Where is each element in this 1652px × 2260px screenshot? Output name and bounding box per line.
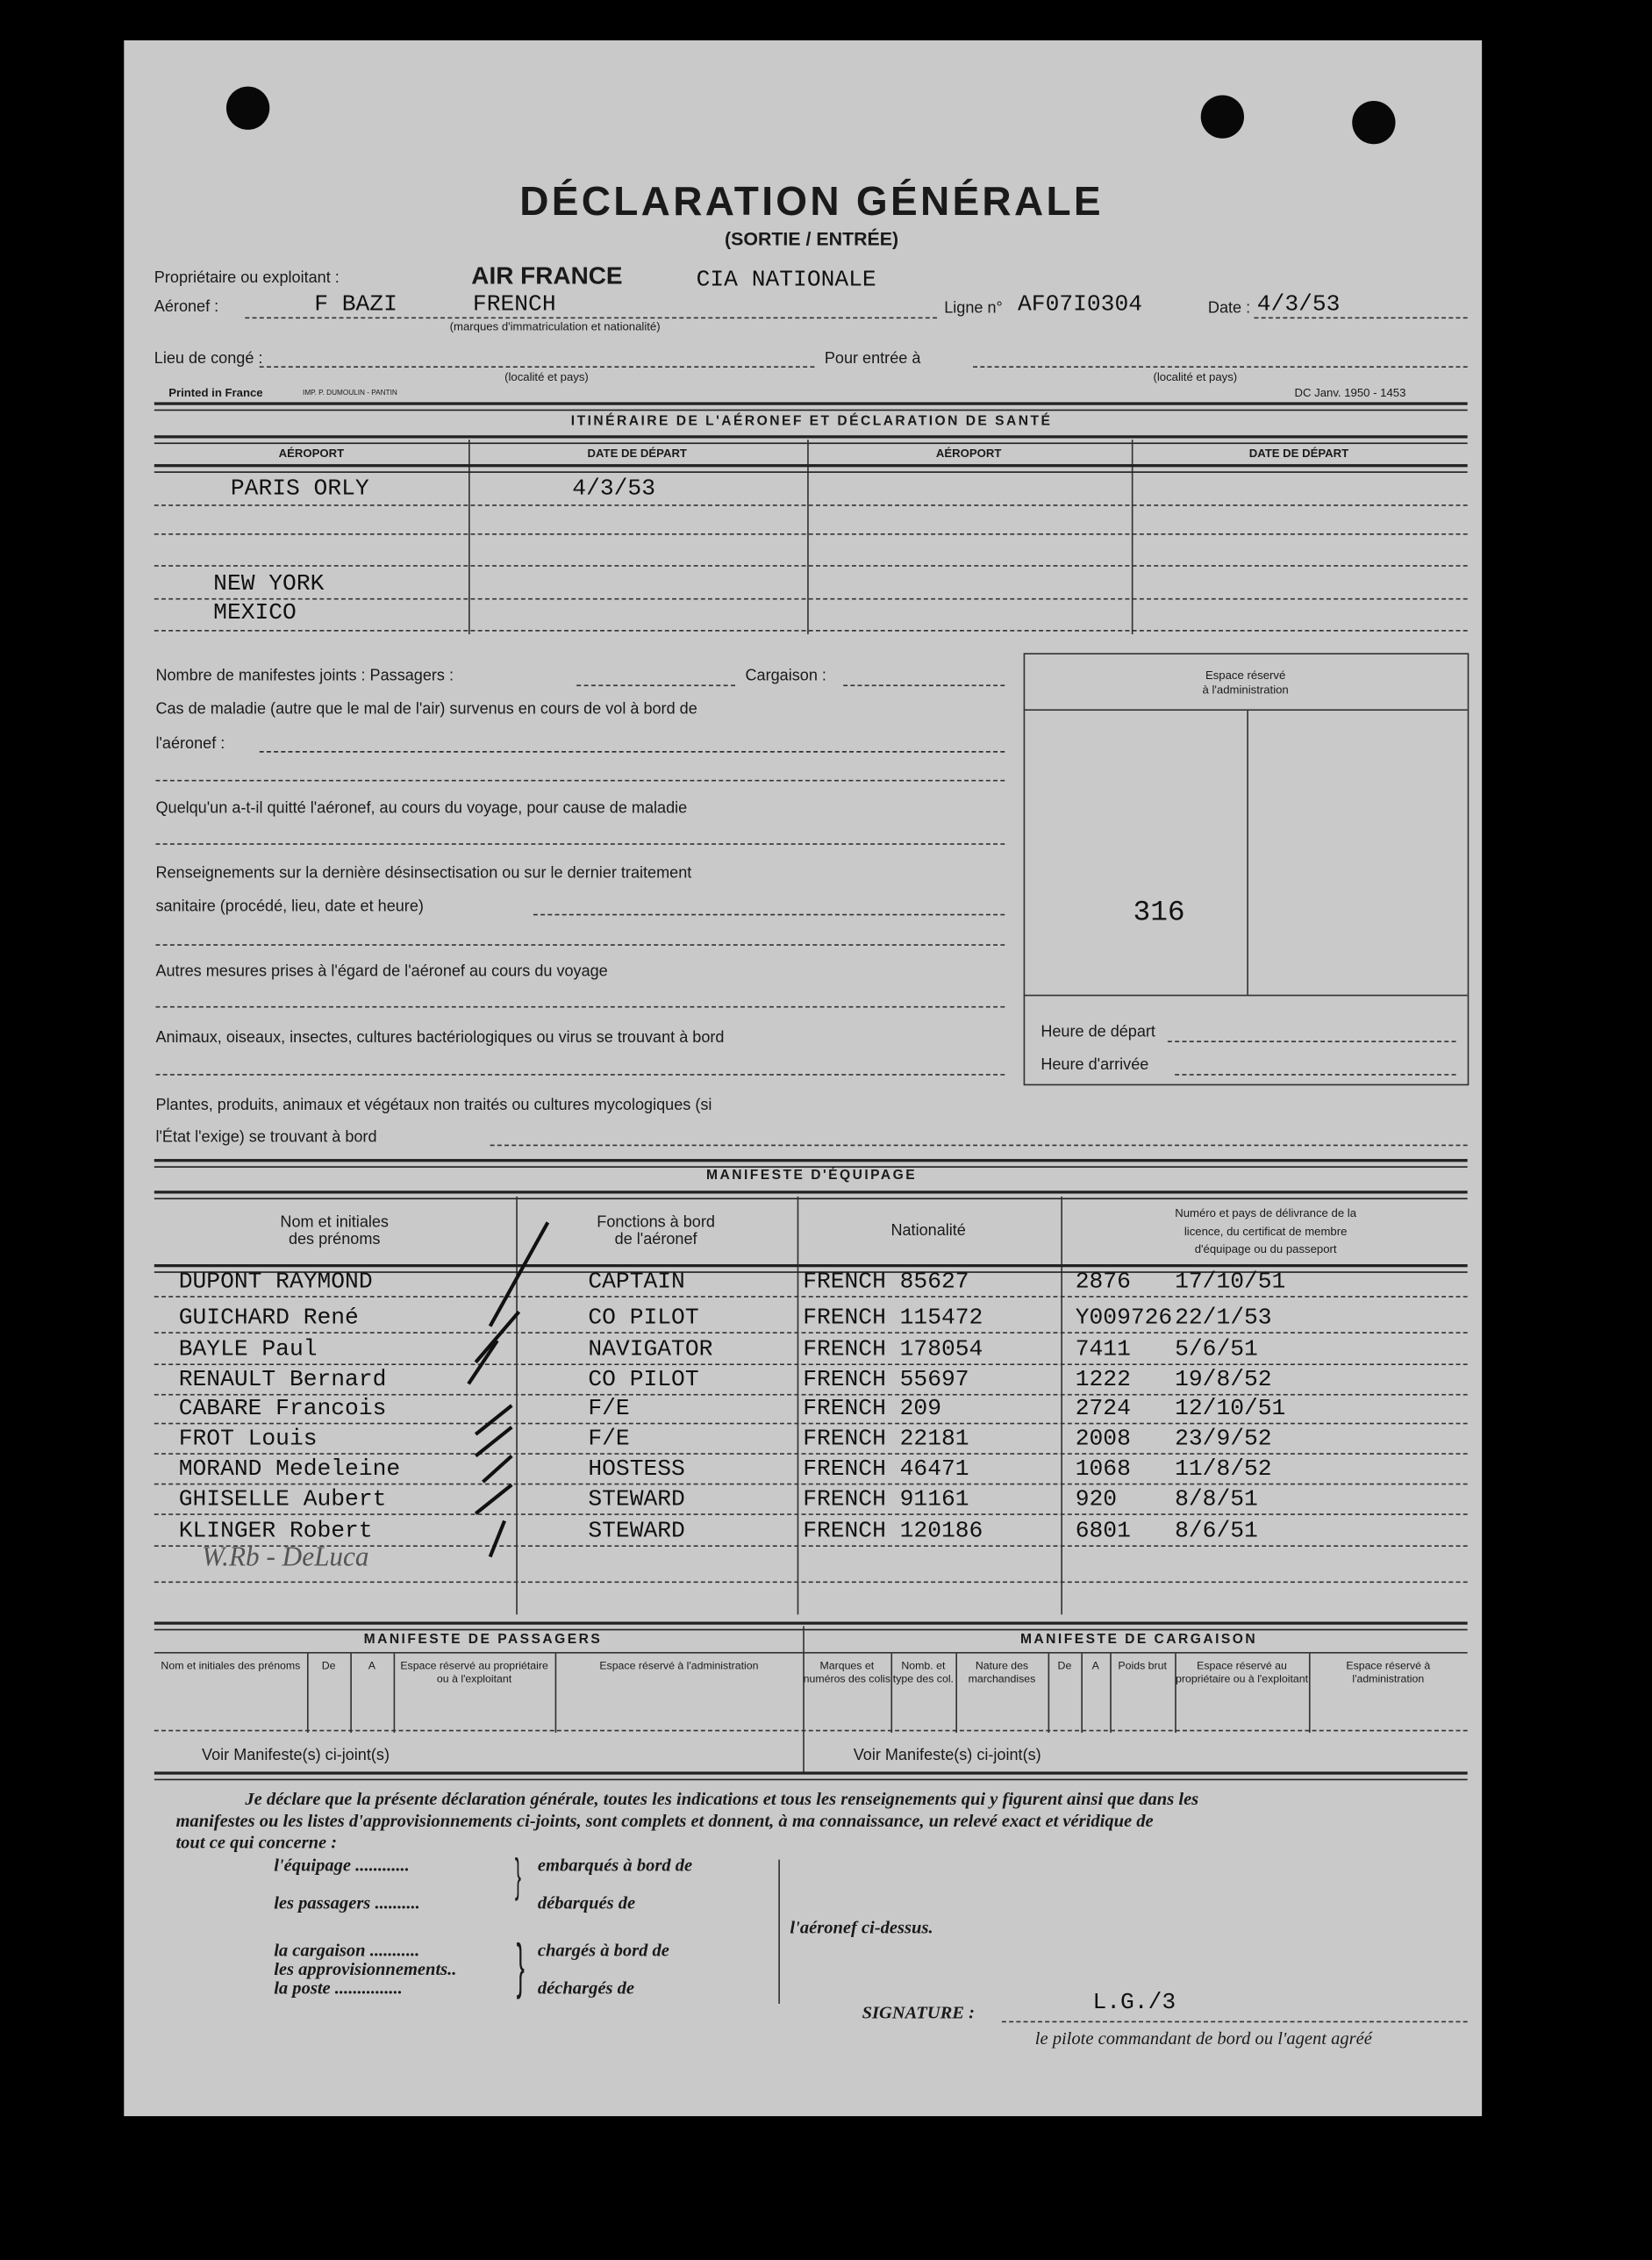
crew-col-license-2: licence, du certificat de membre bbox=[1184, 1225, 1348, 1239]
crew-name: MORAND Medeleine bbox=[178, 1455, 401, 1483]
q-illness-2: l'aéronef : bbox=[155, 734, 225, 753]
crew-name: GUICHARD René bbox=[178, 1305, 359, 1331]
signature-value: L.G./3 bbox=[1092, 1989, 1176, 2016]
col-departure-date-2: DATE DE DÉPART bbox=[1248, 447, 1349, 461]
crew-role: F/E bbox=[588, 1395, 630, 1422]
entry-hint: (localité et pays) bbox=[1153, 370, 1238, 384]
crew-nat: FRENCH 115472 bbox=[803, 1305, 983, 1331]
decl-embarked: embarqués à bord de bbox=[537, 1855, 693, 1876]
cargo-col-header: Espace réservé à l'administration bbox=[1346, 1659, 1431, 1685]
crew-nat: FRENCH 55697 bbox=[803, 1366, 969, 1393]
crew-num: 2724 bbox=[1075, 1395, 1131, 1422]
date-value: 4/3/53 bbox=[1256, 290, 1341, 318]
page-subtitle: (SORTIE / ENTRÉE) bbox=[724, 227, 899, 250]
col-airport-2: AÉROPORT bbox=[935, 447, 1002, 461]
q-animals: Animaux, oiseaux, insectes, cultures bactériologiques ou virus se trouvant à bord bbox=[155, 1029, 725, 1047]
handwritten-signature: W.Rb - DeLuca bbox=[202, 1542, 369, 1573]
passengers-col-header: Espace réservé à l'administration bbox=[599, 1659, 759, 1672]
q-other-measures: Autres mesures prises à l'égard de l'aéronef au cours du voyage bbox=[155, 962, 608, 981]
cargo-note: Voir Manifeste(s) ci-joint(s) bbox=[853, 1747, 1041, 1765]
crew-name: KLINGER Robert bbox=[178, 1518, 373, 1544]
crew-date: 17/10/51 bbox=[1175, 1268, 1286, 1295]
col-airport: AÉROPORT bbox=[278, 447, 345, 461]
passengers-col-header: Nom et initiales des prénoms bbox=[161, 1659, 301, 1672]
crew-col-role: Fonctions à bord bbox=[597, 1213, 715, 1232]
passenger-manifest-heading: MANIFESTE DE PASSAGERS bbox=[363, 1631, 603, 1649]
crew-name: BAYLE Paul bbox=[178, 1336, 318, 1362]
aircraft-label: Aéronef : bbox=[154, 298, 219, 316]
owner-value: AIR FRANCE bbox=[471, 262, 623, 290]
q-left-aircraft: Quelqu'un a-t-il quitté l'aéronef, au cours du voyage, pour cause de maladie bbox=[155, 799, 688, 818]
entry-label: Pour entrée à bbox=[824, 350, 921, 368]
cargo-col-header: De bbox=[1057, 1659, 1072, 1672]
form-code: DC Janv. 1950 - 1453 bbox=[1294, 386, 1406, 400]
cargo-manifest-heading: MANIFESTE DE CARGAISON bbox=[1019, 1631, 1258, 1649]
itinerary-airport: NEW YORK bbox=[213, 570, 325, 597]
decl-loaded: chargés à bord de bbox=[537, 1940, 669, 1961]
crew-nat: FRENCH 22181 bbox=[803, 1426, 969, 1452]
crew-col-role-2: de l'aéronef bbox=[614, 1231, 697, 1248]
q-plants-2: l'État l'exige) se trouvant à bord bbox=[155, 1128, 377, 1147]
crew-date: 19/8/52 bbox=[1175, 1366, 1272, 1393]
q-disinsection-2: sanitaire (procédé, lieu, date et heure) bbox=[155, 898, 424, 916]
declaration-text-2: manifestes ou les listes d'approvisionnements ci-joints, sont complets et donnent, à ma connaissance, un relevé exact et véridique de bbox=[175, 1810, 1154, 1831]
decl-passengers: les passagers .......... bbox=[274, 1892, 420, 1913]
crew-date: 23/9/52 bbox=[1175, 1426, 1272, 1452]
itinerary-date: 4/3/53 bbox=[572, 476, 655, 502]
cargo-col-header: Poids brut bbox=[1118, 1659, 1167, 1672]
q-illness: Cas de maladie (autre que le mal de l'air) survenus en cours de vol à bord de bbox=[155, 700, 697, 719]
brace: } bbox=[514, 1849, 521, 1902]
brace: } bbox=[516, 1931, 525, 1999]
crew-date: 22/1/53 bbox=[1175, 1305, 1272, 1331]
declaration-text: Je déclare que la présente déclaration générale, toutes les indications et tous les renseignements qui y figurent ainsi que dans les bbox=[245, 1789, 1199, 1810]
declaration-text-3: tout ce qui concerne : bbox=[175, 1832, 338, 1853]
passenger-note: Voir Manifeste(s) ci-joint(s) bbox=[202, 1747, 390, 1765]
crew-col-license: Numéro et pays de délivrance de la bbox=[1175, 1206, 1357, 1220]
crew-name: GHISELLE Aubert bbox=[178, 1486, 387, 1513]
crew-col-license-3: d'équipage ou du passeport bbox=[1194, 1242, 1337, 1256]
admin-title: Espace réservé bbox=[1205, 669, 1286, 683]
signature-hint: le pilote commandant de bord ou l'agent agréé bbox=[1034, 2028, 1372, 2049]
cargo-col-header: Nomb. et type des col. bbox=[892, 1659, 954, 1685]
cargo-col-header: Espace réservé au propriétaire ou à l'exploitant bbox=[1176, 1659, 1309, 1685]
arrival-time-label: Heure d'arrivée bbox=[1041, 1056, 1149, 1075]
cargo-col-header: Marques et numéros des colis bbox=[803, 1659, 890, 1685]
decl-aircraft: l'aéronef ci-dessus. bbox=[790, 1917, 933, 1938]
crew-date: 12/10/51 bbox=[1175, 1395, 1286, 1422]
q-disinsection: Renseignements sur la dernière désinsectisation ou sur le dernier traitement bbox=[155, 864, 692, 883]
crew-nat: FRENCH 209 bbox=[803, 1395, 941, 1422]
departure-time-label: Heure de départ bbox=[1041, 1023, 1155, 1041]
crew-name: DUPONT RAYMOND bbox=[178, 1268, 373, 1295]
crew-role: HOSTESS bbox=[588, 1455, 685, 1483]
admin-title-2: à l'administration bbox=[1202, 683, 1289, 697]
crew-date: 8/6/51 bbox=[1175, 1518, 1258, 1544]
departure-hint: (localité et pays) bbox=[504, 370, 589, 384]
q-plants: Plantes, produits, animaux et végétaux non traités ou cultures mycologiques (si bbox=[155, 1097, 712, 1115]
itinerary-airport: PARIS ORLY bbox=[230, 476, 369, 502]
owner-extra: CIA NATIONALE bbox=[696, 266, 876, 293]
crew-date: 11/8/52 bbox=[1175, 1455, 1272, 1483]
line-label: Ligne n° bbox=[944, 299, 1003, 318]
crew-role: NAVIGATOR bbox=[588, 1336, 713, 1362]
crew-role: CO PILOT bbox=[588, 1305, 699, 1331]
line-value: AF07I0304 bbox=[1018, 290, 1143, 318]
decl-disembarked: débarqués de bbox=[537, 1892, 636, 1913]
decl-supplies: les approvisionnements.. bbox=[274, 1958, 457, 1979]
crew-num: 7411 bbox=[1075, 1336, 1131, 1362]
crew-num: Y009726 bbox=[1075, 1305, 1173, 1331]
cargo-col-header: Nature des marchandises bbox=[968, 1659, 1036, 1685]
crew-heading: MANIFESTE D'ÉQUIPAGE bbox=[706, 1167, 918, 1184]
itinerary-heading: ITINÉRAIRE DE L'AÉRONEF ET DÉCLARATION DE SANTÉ bbox=[570, 413, 1053, 430]
crew-role: STEWARD bbox=[588, 1486, 685, 1513]
signature-label: SIGNATURE : bbox=[862, 2002, 975, 2023]
crew-num: 2876 bbox=[1075, 1268, 1131, 1295]
owner-label: Propriétaire ou exploitant : bbox=[154, 269, 340, 287]
crew-num: 1068 bbox=[1075, 1455, 1131, 1483]
crew-num: 920 bbox=[1075, 1486, 1118, 1513]
page-title: DÉCLARATION GÉNÉRALE bbox=[519, 178, 1104, 224]
crew-role: STEWARD bbox=[588, 1518, 685, 1544]
printed-in: Printed in France bbox=[168, 386, 263, 400]
aircraft-nationality: FRENCH bbox=[472, 290, 556, 318]
q-manifests: Nombre de manifestes joints : Passagers : bbox=[155, 667, 454, 685]
departure-place-label: Lieu de congé : bbox=[154, 350, 263, 368]
crew-role: CAPTAIN bbox=[588, 1268, 685, 1295]
cargo-col-header: A bbox=[1091, 1659, 1099, 1672]
q-cargo: Cargaison : bbox=[745, 667, 826, 685]
crew-num: 6801 bbox=[1075, 1518, 1131, 1544]
crew-nat: FRENCH 85627 bbox=[803, 1268, 969, 1295]
crew-col-name: Nom et initiales bbox=[280, 1213, 389, 1232]
col-departure-date: DATE DE DÉPART bbox=[587, 447, 687, 461]
crew-num: 2008 bbox=[1075, 1426, 1131, 1452]
crew-date: 8/8/51 bbox=[1175, 1486, 1258, 1513]
crew-name: RENAULT Bernard bbox=[178, 1366, 387, 1393]
date-label: Date : bbox=[1207, 299, 1251, 318]
crew-role: CO PILOT bbox=[588, 1366, 699, 1393]
crew-col-name-2: des prénoms bbox=[288, 1231, 381, 1248]
crew-role: F/E bbox=[588, 1426, 630, 1452]
aircraft-registration: F BAZI bbox=[314, 290, 397, 318]
decl-unloaded: déchargés de bbox=[537, 1978, 634, 1999]
decl-crew: l'équipage ............ bbox=[274, 1855, 410, 1876]
printer: IMP. P. DUMOULIN - PANTIN bbox=[303, 389, 397, 398]
crew-name: CABARE Francois bbox=[178, 1395, 387, 1422]
passengers-col-header: De bbox=[321, 1659, 336, 1672]
admin-number: 316 bbox=[1133, 897, 1185, 930]
crew-col-nationality: Nationalité bbox=[890, 1222, 966, 1241]
passengers-col-header: A bbox=[368, 1659, 376, 1672]
decl-cargo: la cargaison ........... bbox=[274, 1940, 420, 1961]
crew-date: 5/6/51 bbox=[1175, 1336, 1258, 1362]
aircraft-hint: (marques d'immatriculation et nationalité) bbox=[449, 319, 661, 333]
crew-num: 1222 bbox=[1075, 1366, 1131, 1393]
passengers-col-header: Espace réservé au propriétaire ou à l'exploitant bbox=[400, 1659, 548, 1685]
crew-nat: FRENCH 91161 bbox=[803, 1486, 969, 1513]
crew-name: FROT Louis bbox=[178, 1426, 318, 1452]
itinerary-airport: MEXICO bbox=[213, 599, 297, 626]
crew-nat: FRENCH 120186 bbox=[803, 1518, 983, 1544]
crew-nat: FRENCH 178054 bbox=[803, 1336, 983, 1362]
decl-mail: la poste ............... bbox=[274, 1978, 403, 1999]
crew-nat: FRENCH 46471 bbox=[803, 1455, 969, 1483]
